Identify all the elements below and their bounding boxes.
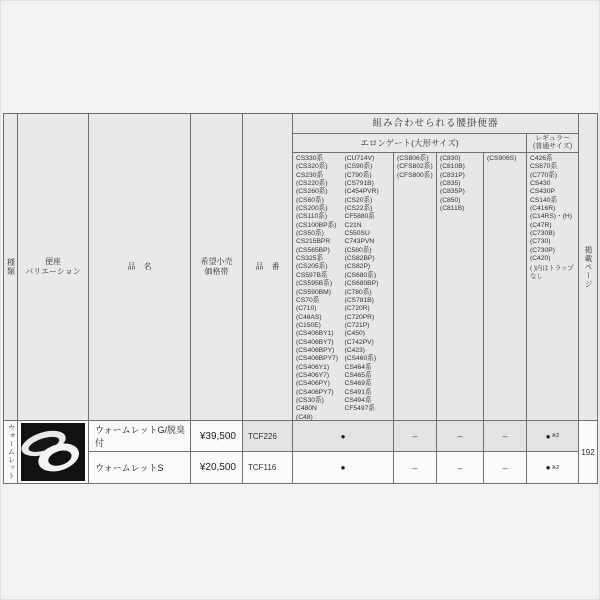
model-number: CS230系 bbox=[296, 171, 324, 179]
model-number: (CS590BM) bbox=[296, 288, 331, 296]
model-number: (C454PVR) bbox=[344, 188, 379, 196]
compat-dot: ● bbox=[340, 463, 346, 472]
mark-cs806-row2 bbox=[394, 452, 437, 484]
model-number: (CS20系) bbox=[344, 196, 373, 204]
compat-dot: ● bbox=[545, 463, 551, 472]
part-number-value: TCF226 bbox=[248, 431, 277, 441]
mark-regular-row1 bbox=[527, 421, 579, 452]
mark-regular-row2 bbox=[527, 452, 579, 484]
model-number: (CS100BP系) bbox=[296, 221, 337, 229]
model-number: (C835P) bbox=[440, 188, 465, 196]
model-number: (CS406BPY) bbox=[296, 346, 335, 354]
model-number: (CFS800系) bbox=[397, 171, 433, 179]
model-number: C480N bbox=[296, 405, 317, 413]
model-number: CS140系 bbox=[530, 196, 558, 204]
compat-dash: – bbox=[457, 462, 463, 473]
model-number: (C420) bbox=[530, 255, 551, 263]
product-name: ウォームレットG/脱臭付 bbox=[95, 425, 186, 448]
model-number: (CS565BP) bbox=[296, 246, 330, 254]
page-number: 192 bbox=[581, 447, 595, 457]
model-number: C550SU bbox=[344, 230, 370, 238]
model-number: (CS22系) bbox=[344, 205, 373, 213]
model-number: (C720PR) bbox=[344, 313, 375, 321]
header-seat-variation-line2: バリエーション bbox=[25, 267, 81, 276]
model-number: (CS205系) bbox=[296, 263, 328, 271]
model-number: CF5880系 bbox=[344, 213, 375, 221]
model-number: (C730P) bbox=[530, 246, 555, 254]
model-number: (CS460系) bbox=[344, 355, 377, 363]
model-number: CS70系 bbox=[296, 296, 320, 304]
mark-cs906-row1 bbox=[484, 421, 527, 452]
product-name-cell bbox=[89, 452, 191, 484]
model-number: CS469系 bbox=[344, 380, 372, 388]
header-kind-label: 種類 bbox=[6, 258, 16, 276]
header-regular-line1: レギュラー bbox=[534, 134, 570, 142]
header-elongate-label: エロンゲート(大形サイズ) bbox=[360, 138, 459, 148]
model-number: (CS406PY) bbox=[296, 380, 330, 388]
model-number: (CS406Y7) bbox=[296, 371, 330, 379]
header-price-band bbox=[191, 114, 243, 421]
regular-note-line1: ( )内はトラップ bbox=[530, 265, 574, 273]
model-number: C21N bbox=[344, 221, 362, 229]
model-number: (C710) bbox=[296, 305, 317, 313]
product-name: ウォームレットS bbox=[95, 463, 164, 473]
mark-c830-row1 bbox=[437, 421, 484, 452]
model-number: (CS90系) bbox=[344, 163, 373, 171]
model-number: (C835) bbox=[440, 180, 461, 188]
header-part-number-label: 品 番 bbox=[255, 262, 280, 271]
model-number: CS494系 bbox=[344, 396, 372, 404]
header-regular-line2: (普通サイズ) bbox=[532, 143, 573, 150]
mark-cs806-row1 bbox=[394, 421, 437, 452]
compat-dash: – bbox=[412, 431, 418, 441]
model-number: (CS406BY1) bbox=[296, 330, 334, 338]
header-elongate bbox=[293, 134, 527, 153]
model-number: (CS680系) bbox=[344, 271, 377, 279]
model-number: (CS30系) bbox=[296, 396, 324, 404]
model-number: (CS200系) bbox=[296, 205, 328, 213]
model-number: CS464系 bbox=[344, 363, 372, 371]
model-number: CS670系 bbox=[530, 163, 558, 171]
header-price-band-line2: 価格帯 bbox=[204, 267, 229, 276]
header-seat-variation-line1: 便座 bbox=[45, 257, 61, 266]
model-number: (CS50系) bbox=[296, 230, 324, 238]
part-number-cell bbox=[243, 421, 293, 452]
model-number: (CS906S) bbox=[487, 155, 517, 162]
header-combination bbox=[293, 114, 579, 134]
model-number: (C811B) bbox=[440, 205, 465, 213]
list-c830 bbox=[437, 153, 484, 421]
model-number: (CS680BP) bbox=[344, 280, 379, 288]
header-combination-label: 組み合わせられる腰掛便器 bbox=[372, 117, 499, 129]
compat-dot: ● bbox=[545, 431, 551, 441]
header-kind bbox=[4, 114, 18, 421]
mark-c830-row2 bbox=[437, 452, 484, 484]
header-page-label: 掲載ページ bbox=[584, 245, 593, 289]
header-page bbox=[579, 114, 598, 421]
list-elongate-main-col1 bbox=[296, 155, 345, 420]
model-number: (CS781B) bbox=[344, 296, 374, 304]
model-number: (C14RS)・(H) bbox=[530, 213, 572, 221]
model-number: CS430P bbox=[530, 188, 555, 196]
model-number: (CS110系) bbox=[296, 213, 328, 221]
model-number: (C423) bbox=[344, 346, 365, 354]
model-number: (C150E) bbox=[296, 321, 321, 329]
model-number: (CS806系) bbox=[397, 155, 429, 162]
model-number: (CS406PY7) bbox=[296, 388, 334, 396]
model-number: (C830) bbox=[440, 155, 461, 162]
model-number: (CS82BP) bbox=[344, 255, 375, 263]
list-elongate-main bbox=[293, 153, 394, 421]
footnote-ref: ※2 bbox=[551, 433, 560, 439]
part-number-cell bbox=[243, 452, 293, 484]
model-number: (CS82P) bbox=[344, 263, 371, 271]
list-cs906 bbox=[484, 153, 527, 421]
model-number: CS465系 bbox=[344, 371, 372, 379]
category-cell bbox=[4, 421, 18, 484]
list-regular-models bbox=[530, 155, 578, 263]
compat-dot: ● bbox=[340, 431, 346, 441]
list-cs806 bbox=[394, 153, 437, 421]
model-number: C426系 bbox=[530, 155, 553, 162]
compat-dash: – bbox=[457, 431, 463, 441]
product-photo bbox=[21, 423, 85, 481]
product-photo-cell bbox=[18, 421, 89, 484]
model-number: (C47R) bbox=[530, 221, 552, 229]
model-number: (C416R) bbox=[530, 205, 556, 213]
model-number: (C48AS) bbox=[296, 313, 322, 321]
model-number: (CS406Y1) bbox=[296, 363, 330, 371]
header-price-band-line1: 希望小売 bbox=[200, 257, 233, 266]
model-number: (CS60系) bbox=[296, 196, 324, 204]
compat-dash: – bbox=[502, 431, 508, 441]
header-regular bbox=[527, 134, 579, 153]
price-value: ¥20,500 bbox=[199, 462, 236, 473]
mark-elongate-main-row2 bbox=[293, 452, 394, 484]
compat-dash: – bbox=[502, 462, 508, 473]
model-number: (C720R) bbox=[344, 305, 370, 313]
model-number: (CS260系) bbox=[296, 188, 328, 196]
model-number: CS215BPR bbox=[296, 238, 331, 246]
model-number: (C790系) bbox=[344, 171, 372, 179]
header-seat-variation bbox=[18, 114, 89, 421]
model-number: CS325系 bbox=[296, 255, 324, 263]
model-number: (CS595B系) bbox=[296, 280, 333, 288]
model-number: (C721P) bbox=[344, 321, 370, 329]
model-number: (C730B) bbox=[530, 230, 555, 238]
price-cell bbox=[191, 452, 243, 484]
model-number: (C780系) bbox=[344, 288, 372, 296]
model-number: (C850) bbox=[440, 196, 461, 204]
list-regular bbox=[527, 153, 579, 421]
page-number-cell bbox=[579, 421, 598, 484]
model-number: (C742PV) bbox=[344, 338, 374, 346]
model-number: (CFS802系) bbox=[397, 163, 433, 171]
model-number: (C810B) bbox=[440, 163, 465, 171]
model-number: (C48) bbox=[296, 413, 313, 421]
model-number: (CS791B) bbox=[344, 180, 374, 188]
footnote-ref: ※2 bbox=[551, 464, 560, 471]
model-number: (C730) bbox=[530, 238, 551, 246]
regular-note-line2: なし bbox=[530, 273, 543, 281]
header-product-name-label: 品 名 bbox=[127, 262, 152, 271]
model-number: CS597B系 bbox=[296, 271, 328, 279]
model-number: CS491系 bbox=[344, 388, 372, 396]
model-number: C743PVN bbox=[344, 238, 375, 246]
header-part-number bbox=[243, 114, 293, 421]
model-number: (CS320系) bbox=[296, 163, 328, 171]
mark-elongate-main-row1 bbox=[293, 421, 394, 452]
mark-cs906-row2 bbox=[484, 452, 527, 484]
price-value: ¥39,500 bbox=[199, 430, 236, 442]
list-elongate-main-col2 bbox=[345, 155, 394, 420]
model-number: (C450) bbox=[344, 330, 365, 338]
model-number: (CU714V) bbox=[344, 155, 375, 162]
model-number: (CS406BPY7) bbox=[296, 355, 339, 363]
compatibility-table bbox=[3, 113, 598, 484]
model-number: (C770系) bbox=[530, 171, 558, 179]
part-number-value: TCF116 bbox=[248, 463, 277, 472]
category-label: ウォームレット bbox=[7, 424, 15, 480]
header-product-name bbox=[89, 114, 191, 421]
price-cell bbox=[191, 421, 243, 452]
model-number: (CS220系) bbox=[296, 180, 328, 188]
model-number: CF5497系 bbox=[344, 405, 375, 413]
model-number: CS430 bbox=[530, 180, 551, 188]
product-name-cell bbox=[89, 421, 191, 452]
model-number: (C831P) bbox=[440, 171, 465, 179]
model-number: (CS406BY7) bbox=[296, 338, 334, 346]
model-number: CS330系 bbox=[296, 155, 324, 162]
compat-dash: – bbox=[412, 462, 418, 473]
model-number: (C580系) bbox=[344, 246, 372, 254]
